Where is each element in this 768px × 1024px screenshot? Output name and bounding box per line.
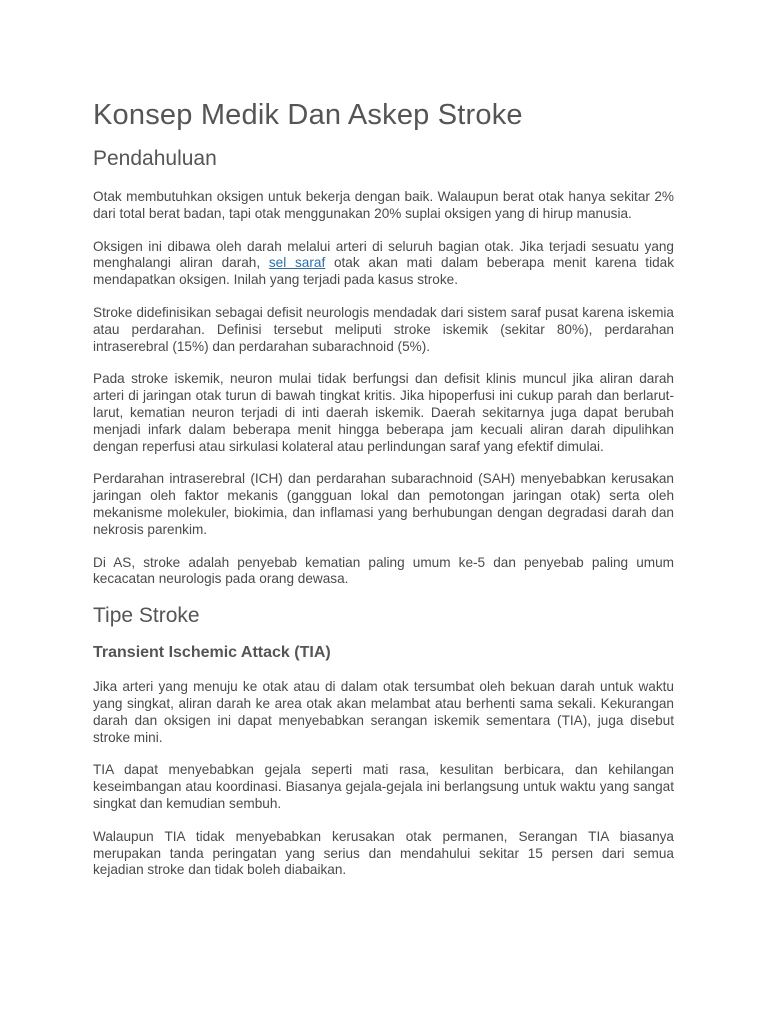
paragraph-text: Oksigen ini dibawa oleh darah melalui arteri di seluruh bagian otak. Jika terjadi sesuatu yang menghalangi aliran darah, [93,238,674,271]
page-title: Konsep Medik Dan Askep Stroke [93,99,523,131]
subsection-heading-tia: Transient Ischemic Attack (TIA) [93,644,331,662]
section-heading-pendahuluan: Pendahuluan [93,147,217,170]
paragraph: Jika arteri yang menuju ke otak atau di dalam otak tersumbat oleh bekuan darah untuk waktu yang singkat, aliran darah ke area otak akan melambat atau berhenti sama sekali. Kekurangan darah dan oksigen ini dapat menyebabkan serangan iskemik sementara (TIA), juga disebut stroke mini. [93,679,674,745]
paragraph: Walaupun TIA tidak menyebabkan kerusakan otak permanen, Serangan TIA biasanya merupakan tanda peringatan yang serius dan mendahului sekitar 15 persen dari semua kejadian stroke dan tidak boleh diabaikan. [93,828,674,878]
paragraph-with-link [93,239,674,289]
paragraph: Stroke didefinisikan sebagai defisit neurologis mendadak dari sistem saraf pusat karena iskemia atau perdarahan. Definisi tersebut meliputi stroke iskemik (sekitar 80%), perdarahan intraserebral (15%) dan perdarahan subarachnoid (5%). [93,304,674,354]
paragraph: Perdarahan intraserebral (ICH) dan perdarahan subarachnoid (SAH) menyebabkan kerusakan jaringan oleh faktor mekanis (gangguan lokal dan pemotongan jaringan otak) serta oleh mekanisme molekuler, biokimia, dan inflamasi yang berhubungan dengan degradasi darah dan nekrosis parenkim. [93,471,674,537]
paragraph-text: otak akan mati dalam beberapa menit karena tidak mendapatkan oksigen. Inilah yang terjadi pada kasus stroke. [93,255,675,288]
paragraph: Pada stroke iskemik, neuron mulai tidak berfungsi dan defisit klinis muncul jika aliran darah arteri di jaringan otak turun di bawah tingkat kritis. Jika hipoperfusi ini cukup parah dan berlarut-larut, kematian neuron terjadi di inti daerah iskemik. Daerah sekitarnya juga dapat berubah menjadi infark dalam beberapa menit hingga beberapa jam kecuali aliran darah dipulihkan dengan reperfusi atau sirkulasi kolateral atau perlindungan saraf yang efektif dimulai. [93,371,674,454]
sel-saraf-link[interactable]: sel saraf [268,255,326,271]
section-heading-tipe-stroke: Tipe Stroke [93,604,200,628]
paragraph: TIA dapat menyebabkan gejala seperti mati rasa, kesulitan berbicara, dan kehilangan keseimbangan atau koordinasi. Biasanya gejala-gejala ini berlangsung untuk waktu yang sangat singkat dan kemudian sembuh. [93,762,674,811]
paragraph: Di AS, stroke adalah penyebab kematian paling umum ke-5 dan penyebab paling umum kecacatan neurologis pada orang dewasa. [93,554,674,587]
paragraph: Otak membutuhkan oksigen untuk bekerja dengan baik. Walaupun berat otak hanya sekitar 2% dari total berat badan, tapi otak menggunakan 20% suplai oksigen yang di hirup manusia. [93,189,674,221]
